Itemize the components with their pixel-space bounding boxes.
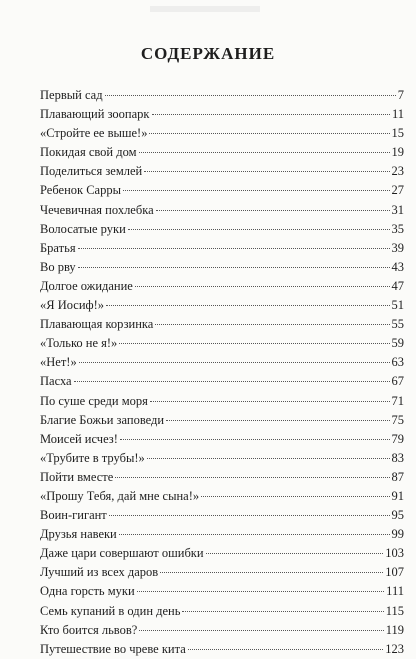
toc-entry-title: Поделиться землей <box>40 164 143 179</box>
dot-leader <box>139 152 390 153</box>
toc-entry <box>40 334 404 353</box>
dot-leader <box>206 553 384 554</box>
bleed-through-mark <box>150 6 260 12</box>
toc-entry <box>40 582 404 601</box>
toc-entry-title: «Прошу Тебя, дай мне сына!» <box>40 488 200 503</box>
toc-entry-title: Плавающий зоопарк <box>40 107 150 122</box>
toc-entry-title: Покидая свой дом <box>40 145 137 160</box>
dot-leader <box>139 630 383 631</box>
toc-entry-title: Путешествие во чреве кита <box>40 641 186 656</box>
toc-entry <box>40 143 404 162</box>
dot-leader <box>78 267 390 268</box>
toc-entry <box>40 563 404 582</box>
toc-entry-page-number: 123 <box>385 641 404 656</box>
toc-entry-page-number: 19 <box>391 145 404 160</box>
toc-entry-title: Пойти вместе <box>40 469 114 484</box>
toc-entry <box>40 124 404 143</box>
toc-entry-page-number: 71 <box>391 393 404 408</box>
dot-leader <box>188 649 383 650</box>
toc-entry-page-number: 119 <box>385 622 404 637</box>
page-title: СОДЕРЖАНИЕ <box>140 44 276 63</box>
toc-entry-title: Ребенок Сарры <box>40 183 121 198</box>
toc-entry-page-number: 55 <box>391 317 404 332</box>
dot-leader <box>150 401 390 402</box>
toc-entry <box>40 544 404 563</box>
dot-leader <box>156 210 390 211</box>
toc-entry-title: Лучший из всех даров <box>40 565 159 580</box>
toc-entry-page-number: 27 <box>391 183 404 198</box>
dot-leader <box>119 343 389 344</box>
toc-entry-page-number: 107 <box>385 565 404 580</box>
toc-entry-page-number: 31 <box>391 202 404 217</box>
toc-entry <box>40 430 404 449</box>
toc-entry <box>40 621 404 640</box>
toc-entry <box>40 487 404 506</box>
toc-entry <box>40 411 404 430</box>
dot-leader <box>109 515 390 516</box>
toc-entry-page-number: 43 <box>391 259 404 274</box>
toc-entry-page-number: 11 <box>391 107 404 122</box>
toc-entry-page-number: 15 <box>391 126 404 141</box>
toc-entry-page-number: 111 <box>386 584 404 599</box>
toc-entry <box>40 353 404 372</box>
toc-entry-title: Братья <box>40 240 76 255</box>
toc-entry-page-number: 95 <box>391 508 404 523</box>
dot-leader <box>106 305 389 306</box>
toc-entry-title: По суше среди моря <box>40 393 148 408</box>
toc-entry-page-number: 47 <box>391 278 404 293</box>
dot-leader <box>147 458 390 459</box>
dot-leader <box>79 362 390 363</box>
toc-entry-title: Пасха <box>40 374 72 389</box>
toc-entry-title: Даже цари совершают ошибки <box>40 546 204 561</box>
toc-entry-page-number: 23 <box>391 164 404 179</box>
dot-leader <box>144 171 389 172</box>
dot-leader <box>149 133 389 134</box>
toc-entry-title: Плавающая корзинка <box>40 317 154 332</box>
toc-entry-title: Друзья навеки <box>40 527 117 542</box>
toc-entry-title: Воин-гигант <box>40 508 107 523</box>
toc-entry <box>40 201 404 220</box>
toc-entry-page-number: 83 <box>391 450 404 465</box>
toc-entry-page-number: 103 <box>385 546 404 561</box>
toc-entry-title: Моисей исчез! <box>40 431 118 446</box>
dot-leader <box>105 95 396 96</box>
dot-leader <box>152 114 390 115</box>
dot-leader <box>119 534 390 535</box>
toc-entry-page-number: 59 <box>391 336 404 351</box>
toc-entry <box>40 468 404 487</box>
toc-entry-title: «Я Иосиф!» <box>40 298 105 313</box>
dot-leader <box>128 229 390 230</box>
toc-entry <box>40 239 404 258</box>
toc-entry-page-number: 51 <box>391 298 404 313</box>
toc-entry-title: Благие Божьи заповеди <box>40 412 165 427</box>
dot-leader <box>135 286 390 287</box>
dot-leader <box>115 477 389 478</box>
toc-entry <box>40 258 404 277</box>
toc-entry-page-number: 99 <box>391 527 404 542</box>
toc-entry <box>40 315 404 334</box>
dot-leader <box>120 439 390 440</box>
toc-entry-page-number: 7 <box>397 88 404 102</box>
toc-entry <box>40 372 404 391</box>
toc-entry <box>40 181 404 200</box>
dot-leader <box>182 611 383 612</box>
toc-entry <box>40 105 404 124</box>
dot-leader <box>74 381 390 382</box>
toc-entry-page-number: 87 <box>391 469 404 484</box>
dot-leader <box>123 190 390 191</box>
toc-entry-title: Кто боится львов? <box>40 622 138 637</box>
toc-entry <box>40 506 404 525</box>
toc-entry-title: «Трубите в трубы!» <box>40 450 145 465</box>
toc-entry-title: Долгое ожидание <box>40 278 133 293</box>
toc-entry-title: Чечевичная похлебка <box>40 202 154 217</box>
toc-entry-title: Первый сад <box>40 88 103 102</box>
toc-entry <box>40 602 404 621</box>
toc-entry-title: Одна горсть муки <box>40 584 135 599</box>
toc-entry-page-number: 35 <box>391 221 404 236</box>
toc-entry <box>40 220 404 239</box>
dot-leader <box>160 572 383 573</box>
toc-entry-page-number: 67 <box>391 374 404 389</box>
dot-leader <box>78 248 390 249</box>
toc-entry <box>40 277 404 296</box>
toc-entry-page-number: 39 <box>391 240 404 255</box>
toc-entry-page-number: 75 <box>391 412 404 427</box>
dot-leader <box>166 420 389 421</box>
toc-entry <box>40 525 404 544</box>
toc-entry-page-number: 79 <box>391 431 404 446</box>
toc-entry-title: «Стройте ее выше!» <box>40 126 148 141</box>
dot-leader <box>137 591 385 592</box>
dot-leader <box>201 496 389 497</box>
toc-entry <box>40 449 404 468</box>
toc-entry-title: «Нет!» <box>40 355 77 370</box>
toc-entry <box>40 86 404 105</box>
toc-entry-title: Во рву <box>40 259 76 274</box>
toc-entry <box>40 296 404 315</box>
toc-entry-page-number: 63 <box>391 355 404 370</box>
toc-entry-page-number: 115 <box>385 603 404 618</box>
toc-entry-title: «Только не я!» <box>40 336 118 351</box>
toc-entry-title: Волосатые руки <box>40 221 126 236</box>
toc-entry <box>40 392 404 411</box>
toc-entry-title: Семь купаний в один день <box>40 603 181 618</box>
toc-entry-page-number: 91 <box>391 488 404 503</box>
table-of-contents <box>40 86 404 659</box>
toc-entry <box>40 640 404 659</box>
dot-leader <box>155 324 389 325</box>
toc-entry <box>40 162 404 181</box>
